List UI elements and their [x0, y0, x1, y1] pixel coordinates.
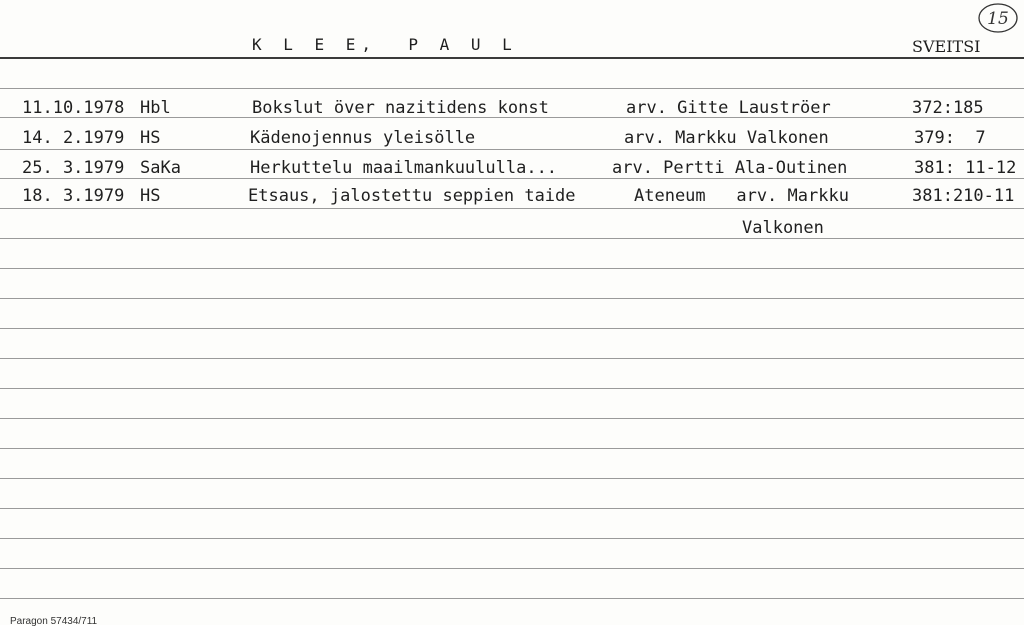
entry-note: arv. Markku Valkonen: [624, 128, 829, 148]
card-printer-label: Paragon 57434/711: [10, 616, 98, 627]
entry-date: 11.10.1978: [22, 98, 125, 118]
rule-line: [0, 328, 1024, 329]
entry-title: Kädenojennus yleisölle: [250, 128, 476, 148]
rule-line: [0, 598, 1024, 599]
card-number-circle: [976, 2, 1020, 34]
header-rule: [0, 57, 1024, 59]
rule-line: [0, 358, 1024, 359]
entry-source: SaKa: [140, 158, 181, 178]
country-label: SVEITSI: [912, 37, 981, 56]
rule-line: [0, 388, 1024, 389]
rule-line: [0, 298, 1024, 299]
rule-line: [0, 508, 1024, 509]
card-number: 15: [987, 9, 1009, 29]
rule-line: [0, 208, 1024, 209]
entry-date: 18. 3.1979: [22, 186, 125, 206]
rule-line: [0, 418, 1024, 419]
rule-line: [0, 149, 1024, 150]
entry-title: Etsaus, jalostettu seppien taide: [248, 186, 576, 206]
rule-line: [0, 178, 1024, 179]
person-name: K L E E, P A U L: [252, 35, 518, 54]
entry-note: Ateneum arv. Markku: [634, 186, 849, 206]
rule-line: [0, 448, 1024, 449]
entry-ref: 381:210-11: [912, 186, 1015, 206]
entry-source: HS: [140, 186, 161, 206]
entry-source: HS: [140, 128, 161, 148]
entry-source: Hbl: [140, 98, 171, 118]
rule-line: [0, 478, 1024, 479]
rule-line: [0, 538, 1024, 539]
entry-ref: 379: 7: [914, 128, 986, 148]
entry-date: 14. 2.1979: [22, 128, 125, 148]
entry-note: arv. Gitte Lauströer: [626, 98, 831, 118]
entry-note: arv. Pertti Ala-Outinen: [612, 158, 848, 178]
rule-line: [0, 238, 1024, 239]
entry-date: 25. 3.1979: [22, 158, 125, 178]
rule-line: [0, 568, 1024, 569]
entry-title: Herkuttelu maailmankuululla...: [250, 158, 558, 178]
rule-line: [0, 268, 1024, 269]
entry-note-continued: Valkonen: [742, 218, 824, 238]
rule-line: [0, 88, 1024, 89]
entry-title: Bokslut över nazitidens konst: [252, 98, 549, 118]
entry-ref: 381: 11-12: [914, 158, 1017, 178]
entry-ref: 372:185: [912, 98, 984, 118]
